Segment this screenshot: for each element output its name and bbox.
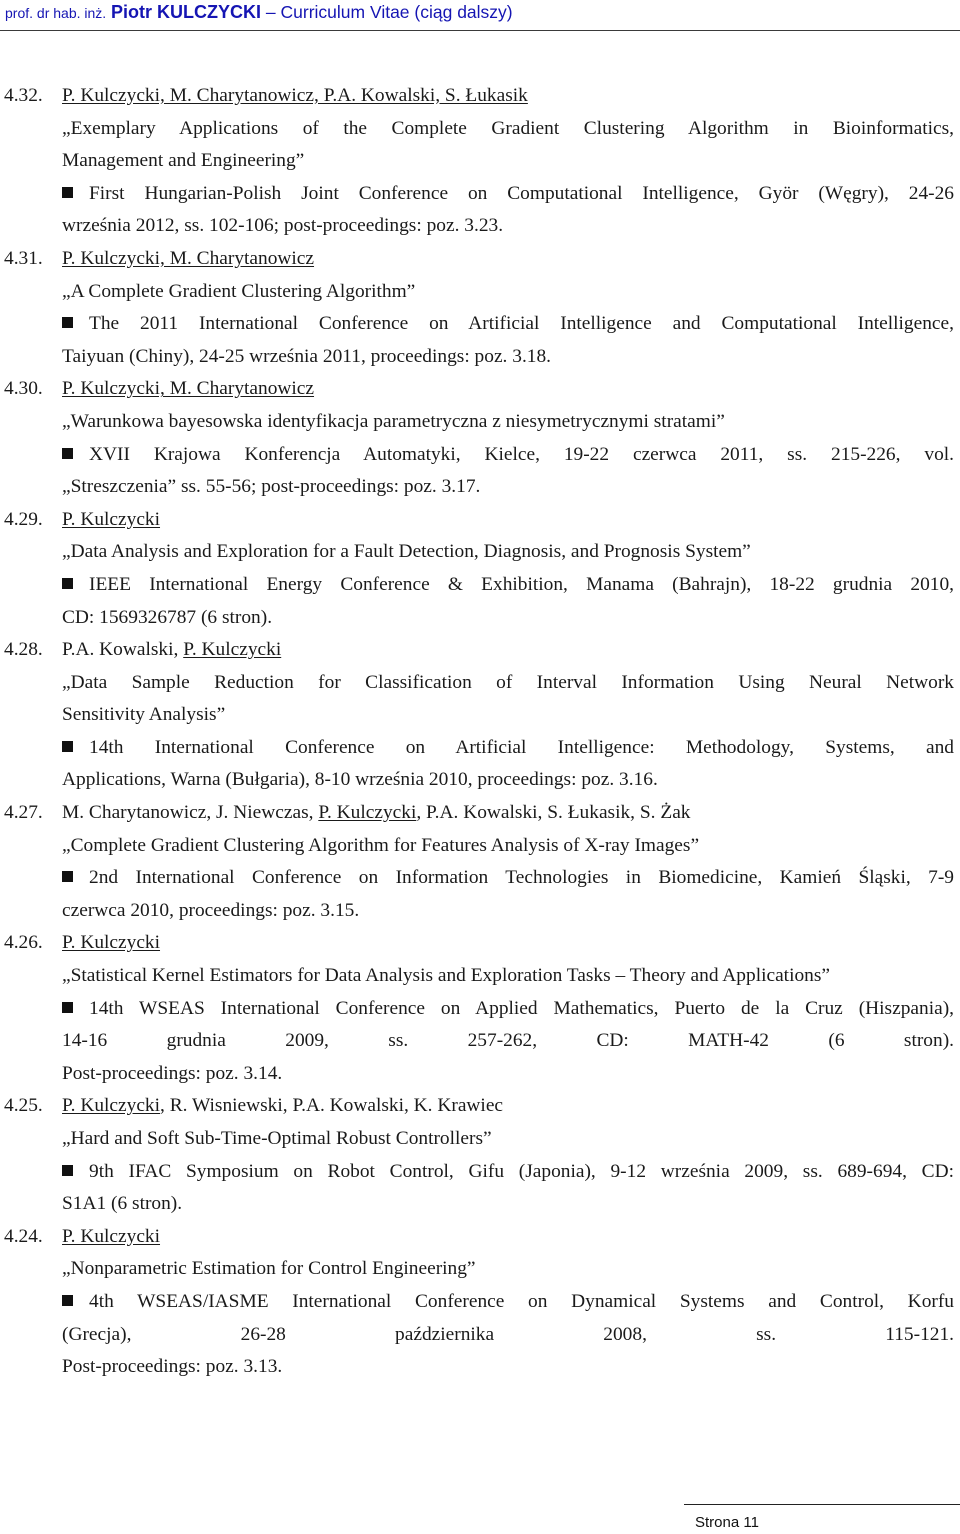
entry-venue-line [0, 439, 960, 472]
entry-title-line [0, 406, 960, 439]
entry-venue-text [62, 764, 954, 797]
entry-authors [62, 1221, 954, 1254]
entry-title-text: „Data Analysis and Exploration for a Fault Detection, Diagnosis, and Prognosis System” [62, 541, 751, 563]
square-bullet-icon [62, 1165, 73, 1176]
entry-author-line [0, 634, 960, 667]
square-bullet-icon [62, 578, 73, 589]
highlighted-author: P. Kulczycki, M. Charytanowicz [62, 378, 315, 400]
publication-entry [0, 797, 960, 927]
entry-venue-line [0, 895, 960, 928]
entry-title-line [0, 276, 960, 309]
entry-venue-text [62, 210, 954, 243]
entry-venue-line [0, 862, 960, 895]
entry-title-text: Management and Engineering” [62, 150, 305, 172]
publication-entry [0, 634, 960, 797]
header-name: Piotr KULCZYCKI [111, 2, 262, 22]
entry-number: 4.26. [4, 932, 43, 954]
highlighted-author: P. Kulczycki [62, 508, 161, 530]
entry-venue-text [62, 439, 954, 472]
venue-text: The 2011 International Conference on Artificial Intelligence and Computational Intelligence, [89, 313, 954, 335]
entry-authors [62, 373, 954, 406]
entry-authors [62, 1090, 954, 1123]
square-bullet-icon [62, 448, 73, 459]
venue-text: Post-proceedings: poz. 3.14. [62, 1062, 283, 1084]
highlighted-author: P. Kulczycki, M. Charytanowicz [62, 247, 315, 269]
entry-authors [62, 927, 954, 960]
entry-title-line [0, 113, 960, 146]
venue-text: 4th WSEAS/IASME International Conference on Dynamical Systems and Control, Korfu [89, 1290, 954, 1312]
venue-text: 14th WSEAS International Conference on Applied Mathematics, Puerto de la Cruz (Hiszpania), [89, 997, 954, 1019]
entry-venue-line [0, 210, 960, 243]
entry-title-line [0, 536, 960, 569]
venue-text: „Streszczenia” ss. 55-56; post-proceedings: poz. 3.17. [62, 476, 481, 498]
entry-venue-line [0, 1319, 960, 1352]
entry-title-line [0, 667, 960, 700]
entry-number: 4.30. [4, 378, 43, 400]
entry-venue-line [0, 569, 960, 602]
entry-title-line [0, 960, 960, 993]
entry-venue-text [62, 602, 954, 635]
entry-venue-line [0, 1188, 960, 1221]
highlighted-author: P. Kulczycki [62, 1225, 161, 1247]
highlighted-author: P. Kulczycki [62, 932, 161, 954]
entry-venue-line [0, 1025, 960, 1058]
entry-number: 4.29. [4, 508, 43, 530]
entry-authors [62, 243, 954, 276]
venue-text: 9th IFAC Symposium on Robot Control, Gifu (Japonia), 9-12 września 2009, ss. 689-694, CD: [89, 1160, 954, 1182]
entry-venue-line [0, 1286, 960, 1319]
publication-entry [0, 373, 960, 503]
venue-text: 2nd International Conference on Information Technologies in Biomedicine, Kamień Śląski, 7-9 [89, 867, 954, 889]
entry-venue-text [62, 1351, 954, 1384]
entry-title-line [0, 830, 960, 863]
publication-entry [0, 504, 960, 634]
header-prefix: prof. dr hab. inż. [5, 5, 107, 21]
entry-venue-text [62, 1319, 954, 1352]
entry-title-text: „Hard and Soft Sub-Time-Optimal Robust Controllers” [62, 1128, 492, 1149]
entry-venue-line [0, 471, 960, 504]
entry-title-text: „Data Sample Reduction for Classification of Interval Information Using Neural Network [62, 671, 954, 693]
entry-venue-text [62, 341, 954, 374]
entry-author-line [0, 927, 960, 960]
entry-venue-line [0, 308, 960, 341]
entry-venue-line [0, 732, 960, 765]
publication-entry [0, 1090, 960, 1220]
entry-title-text: „Exemplary Applications of the Complete Gradient Clustering Algorithm in Bioinformatics, [62, 117, 954, 139]
entry-venue-text [62, 1188, 954, 1221]
entry-venue-line [0, 1058, 960, 1091]
entry-venue-text [62, 732, 954, 765]
publication-entry [0, 243, 960, 373]
entry-venue-text [62, 569, 954, 602]
entry-number: 4.25. [4, 1095, 43, 1117]
entry-title-text: „Warunkowa bayesowska identyfikacja parametryczna z niesymetrycznymi stratami” [62, 410, 725, 432]
entry-number: 4.24. [4, 1225, 43, 1247]
entry-title-text: „A Complete Gradient Clustering Algorithm” [62, 280, 416, 302]
square-bullet-icon [62, 741, 73, 752]
entry-number: 4.28. [4, 639, 43, 661]
entry-title-line [0, 1123, 960, 1156]
publication-entry [0, 927, 960, 1090]
entry-number: 4.32. [4, 85, 43, 106]
highlighted-author: P. Kulczycki, M. Charytanowicz, P.A. Kowalski, S. Łukasik [62, 85, 528, 106]
header-rule [0, 30, 960, 31]
publication-list [0, 80, 960, 1384]
entry-authors [62, 797, 954, 830]
entry-authors [62, 504, 954, 537]
entry-venue-text [62, 862, 954, 895]
entry-venue-text [62, 1156, 954, 1189]
entry-author-line [0, 373, 960, 406]
square-bullet-icon [62, 1002, 73, 1013]
entry-title-line [0, 1253, 960, 1286]
entry-title-line [0, 699, 960, 732]
entry-author-line [0, 1090, 960, 1123]
entry-venue-line [0, 993, 960, 1026]
entry-venue-line [0, 602, 960, 635]
square-bullet-icon [62, 1295, 73, 1306]
square-bullet-icon [62, 871, 73, 882]
venue-text: S1A1 (6 stron). [62, 1193, 183, 1215]
venue-text: (Grecja), 26-28 października 2008, ss. 115-121. [62, 1323, 954, 1345]
co-authors-after: , P.A. Kowalski, S. Łukasik, S. Żak [416, 802, 691, 824]
entry-venue-text [62, 178, 954, 211]
entry-venue-text [62, 993, 954, 1026]
entry-authors [62, 80, 954, 113]
entry-author-line [0, 504, 960, 537]
highlighted-author: P. Kulczycki [62, 1095, 161, 1117]
entry-venue-line [0, 1156, 960, 1189]
venue-text: 14-16 grudnia 2009, ss. 257-262, CD: MATH-42 (6 stron). [62, 1030, 954, 1052]
entry-title-text: „Complete Gradient Clustering Algorithm for Features Analysis of X-ray Images” [62, 834, 700, 856]
venue-text: XVII Krajowa Konferencja Automatyki, Kielce, 19-22 czerwca 2011, ss. 215-226, vol. [89, 443, 954, 465]
entry-title-text: „Statistical Kernel Estimators for Data Analysis and Exploration Tasks – Theory and Applications” [62, 965, 831, 987]
page-header [5, 2, 513, 28]
entry-number: 4.27. [4, 802, 43, 824]
entry-author-line [0, 797, 960, 830]
entry-title-text: „Nonparametric Estimation for Control Engineering” [62, 1258, 476, 1280]
co-authors-before: M. Charytanowicz, J. Niewczas, [62, 802, 319, 824]
entry-venue-text [62, 308, 954, 341]
highlighted-author: P. Kulczycki [183, 639, 282, 661]
entry-number: 4.31. [4, 247, 43, 269]
entry-authors [62, 634, 954, 667]
venue-text: Applications, Warna (Bułgaria), 8-10 września 2010, proceedings: poz. 3.16. [62, 769, 658, 791]
header-suffix: – Curriculum Vitae (ciąg dalszy) [265, 2, 513, 22]
publication-entry [0, 80, 960, 243]
entry-venue-line [0, 764, 960, 797]
entry-author-line [0, 243, 960, 276]
entry-venue-text [62, 471, 954, 504]
venue-text: Post-proceedings: poz. 3.13. [62, 1356, 283, 1378]
entry-venue-line [0, 341, 960, 374]
highlighted-author: P. Kulczycki [318, 802, 417, 824]
entry-venue-text [62, 895, 954, 928]
venue-text: 14th International Conference on Artificial Intelligence: Methodology, Systems, and [89, 736, 954, 758]
entry-venue-line [0, 178, 960, 211]
entry-venue-text [62, 1025, 954, 1058]
footer-rule [684, 1504, 960, 1505]
entry-title-line [0, 145, 960, 178]
entry-venue-text [62, 1286, 954, 1319]
page-number: Strona 11 [695, 1514, 759, 1531]
co-authors-before: P.A. Kowalski, [62, 639, 184, 661]
venue-text: IEEE International Energy Conference & Exhibition, Manama (Bahrajn), 18-22 grudnia 2010, [89, 573, 954, 595]
publication-entry [0, 1221, 960, 1384]
entry-venue-text [62, 1058, 954, 1091]
entry-title-text: Sensitivity Analysis” [62, 704, 226, 726]
venue-text: września 2012, ss. 102-106; post-proceedings: poz. 3.23. [62, 215, 504, 237]
entry-author-line [0, 1221, 960, 1254]
venue-text: CD: 1569326787 (6 stron). [62, 606, 273, 628]
entry-venue-line [0, 1351, 960, 1384]
co-authors-after: , R. Wisniewski, P.A. Kowalski, K. Krawiec [160, 1095, 504, 1117]
venue-text: First Hungarian-Polish Joint Conference on Computational Intelligence, Györ (Węgry), 24-26 [89, 182, 954, 204]
venue-text: czerwca 2010, proceedings: poz. 3.15. [62, 899, 360, 921]
entry-author-line [0, 80, 960, 113]
square-bullet-icon [62, 317, 73, 328]
square-bullet-icon [62, 187, 73, 198]
venue-text: Taiyuan (Chiny), 24-25 września 2011, proceedings: poz. 3.18. [62, 345, 552, 367]
